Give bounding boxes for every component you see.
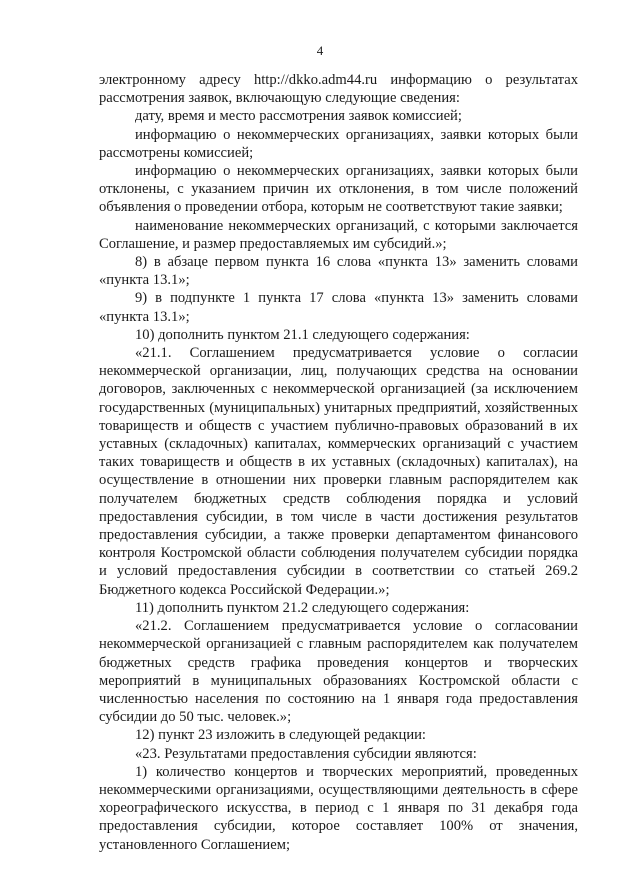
page-number: 4 (316, 43, 324, 58)
paragraph: информацию о некоммерческих организациях, заявки которых были рассмотрены комиссией; (99, 126, 578, 161)
paragraph: 8) в абзаце первом пункта 16 слова «пункта 13» заменить словами «пункта 13.1»; (99, 254, 578, 289)
paragraph: информацию о некоммерческих организациях, заявки которых были отклонены, с указанием причин их отклонения, в том числе положений объявления о проведении отбора, которым не соответствуют такие заявки; (99, 163, 578, 216)
paragraph: 11) дополнить пунктом 21.2 следующего содержания: (135, 599, 470, 616)
paragraph: 12) пункт 23 изложить в следующей редакции: (135, 727, 426, 744)
paragraph: наименование некоммерческих организаций, с которыми заключается Соглашение, и размер предоставляемых им субсидий.»; (99, 217, 578, 252)
paragraph: дату, время и место рассмотрения заявок комиссией; (135, 108, 462, 125)
paragraph: «21.2. Соглашением предусматривается условие о согласовании некоммерческой организацией с главным распорядителем как получателем бюджетных средств графика проведения концертов и творческих мероприятий в муниципальных образованиях Костромской области с численностью населения по состоянию на 1 января года предоставления субсидии до 50 тыс. человек.»; (99, 618, 578, 726)
paragraph: 1) количество концертов и творческих мероприятий, проведенных некоммерческими организациями, осуществляющими деятельность в сфере хореографического искусства, в период с 1 января по 31 декабря года предоставления субсидии, которое составляет 100% от значения, установленного Соглашением; (99, 763, 578, 853)
paragraph: 10) дополнить пунктом 21.1 следующего содержания: (135, 326, 470, 343)
paragraph: 9) в подпункте 1 пункта 17 слова «пункта 13» заменить словами «пункта 13.1»; (99, 290, 578, 325)
paragraph: «23. Результатами предоставления субсидии являются: (135, 745, 477, 762)
document-body (99, 71, 578, 854)
paragraph: «21.1. Соглашением предусматривается условие о согласии некоммерческой организации, лиц, получающих средства на основании договоров, заключенных с некоммерческой организацией (за исключением государственных (муниципальных) унитарных предприятий, хозяйственных товариществ и обществ с участием публично-правовых образований в их уставных (складочных) капиталах, коммерческих организаций с участием таких товариществ и обществ в их уставных (складочных) капиталах), на осуществление в отношении них проверки главным распорядителем как получателем бюджетных средств соблюдения порядка и условий предоставления субсидии, в том числе в части достижения результатов предоставления субсидии, а также проверки департаментом финансового контроля Костромской области соблюдения получателем субсидии порядка и условий предоставления субсидии в соответствии со статьей 269.2 Бюджетного кодекса Российской Федерации.»; (99, 345, 578, 598)
paragraph: электронному адресу http://dkko.adm44.ru информацию о результатах рассмотрения заявок, включающую следующие сведения: (99, 72, 578, 107)
